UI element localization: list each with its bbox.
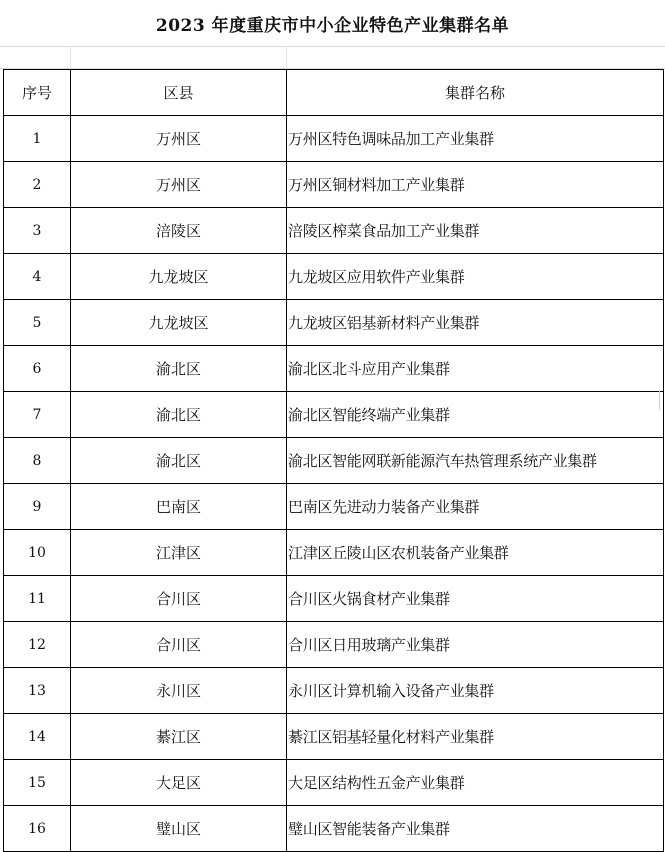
row-district: 涪陵区 xyxy=(71,208,287,254)
row-district: 九龙坡区 xyxy=(71,254,287,300)
row-district: 渝北区 xyxy=(71,346,287,392)
table-header-row xyxy=(4,70,664,116)
table-row xyxy=(4,530,664,576)
row-cluster-name: 江津区丘陵山区农机装备产业集群 xyxy=(287,530,664,576)
row-number: 3 xyxy=(4,208,71,254)
row-district: 江津区 xyxy=(71,530,287,576)
row-cluster-name: 渝北区智能终端产业集群 xyxy=(287,392,664,438)
row-number: 13 xyxy=(4,668,71,714)
table-row xyxy=(4,622,664,668)
row-cluster-name: 合川区火锅食材产业集群 xyxy=(287,576,664,622)
table-row xyxy=(4,300,664,346)
row-number: 5 xyxy=(4,300,71,346)
table-row xyxy=(4,576,664,622)
row-cluster-name: 綦江区铝基轻量化材料产业集群 xyxy=(287,714,664,760)
table-row xyxy=(4,346,664,392)
page-title: 2023 年度重庆市中小企业特色产业集群名单 xyxy=(155,15,510,36)
table-row xyxy=(4,438,664,484)
row-district: 渝北区 xyxy=(71,392,287,438)
row-district: 渝北区 xyxy=(71,438,287,484)
row-cluster-name: 巴南区先进动力装备产业集群 xyxy=(287,484,664,530)
row-number: 7 xyxy=(4,392,71,438)
blank-row xyxy=(0,46,665,69)
row-cluster-name: 合川区日用玻璃产业集群 xyxy=(287,622,664,668)
table-row xyxy=(4,668,664,714)
row-number: 6 xyxy=(4,346,71,392)
cluster-table xyxy=(3,69,664,852)
title-row xyxy=(0,0,665,47)
table-row xyxy=(4,162,664,208)
table-row xyxy=(4,116,664,162)
row-district: 合川区 xyxy=(71,622,287,668)
row-district: 永川区 xyxy=(71,668,287,714)
row-district: 大足区 xyxy=(71,760,287,806)
row-cluster-name: 九龙坡区应用软件产业集群 xyxy=(287,254,664,300)
row-district: 巴南区 xyxy=(71,484,287,530)
row-cluster-name: 渝北区北斗应用产业集群 xyxy=(287,346,664,392)
row-number: 1 xyxy=(4,116,71,162)
row-number: 9 xyxy=(4,484,71,530)
row-district: 璧山区 xyxy=(71,806,287,852)
row-district: 合川区 xyxy=(71,576,287,622)
row-number: 8 xyxy=(4,438,71,484)
row-number: 10 xyxy=(4,530,71,576)
row-cluster-name: 大足区结构性五金产业集群 xyxy=(287,760,664,806)
table-row xyxy=(4,806,664,852)
row-number: 2 xyxy=(4,162,71,208)
row-number: 12 xyxy=(4,622,71,668)
table-row xyxy=(4,760,664,806)
row-cluster-name: 渝北区智能网联新能源汽车热管理系统产业集群 xyxy=(287,438,664,484)
row-cluster-name: 九龙坡区铝基新材料产业集群 xyxy=(287,300,664,346)
row-number: 15 xyxy=(4,760,71,806)
row-number: 4 xyxy=(4,254,71,300)
gridline xyxy=(659,390,660,410)
row-cluster-name: 璧山区智能装备产业集群 xyxy=(287,806,664,852)
table-body xyxy=(4,116,664,852)
gridline xyxy=(70,46,71,68)
table-row xyxy=(4,484,664,530)
row-district: 九龙坡区 xyxy=(71,300,287,346)
table-row xyxy=(4,392,664,438)
row-district: 万州区 xyxy=(71,162,287,208)
row-cluster-name: 永川区计算机输入设备产业集群 xyxy=(287,668,664,714)
row-number: 16 xyxy=(4,806,71,852)
header-number: 序号 xyxy=(4,70,71,116)
row-number: 11 xyxy=(4,576,71,622)
row-cluster-name: 万州区特色调味品加工产业集群 xyxy=(287,116,664,162)
gridline xyxy=(286,46,287,68)
row-cluster-name: 万州区铜材料加工产业集群 xyxy=(287,162,664,208)
row-cluster-name: 涪陵区榨菜食品加工产业集群 xyxy=(287,208,664,254)
table-row xyxy=(4,714,664,760)
header-cluster-name: 集群名称 xyxy=(287,70,664,116)
table-row xyxy=(4,254,664,300)
row-district: 万州区 xyxy=(71,116,287,162)
table-row xyxy=(4,208,664,254)
row-district: 綦江区 xyxy=(71,714,287,760)
header-district: 区县 xyxy=(71,70,287,116)
row-number: 14 xyxy=(4,714,71,760)
